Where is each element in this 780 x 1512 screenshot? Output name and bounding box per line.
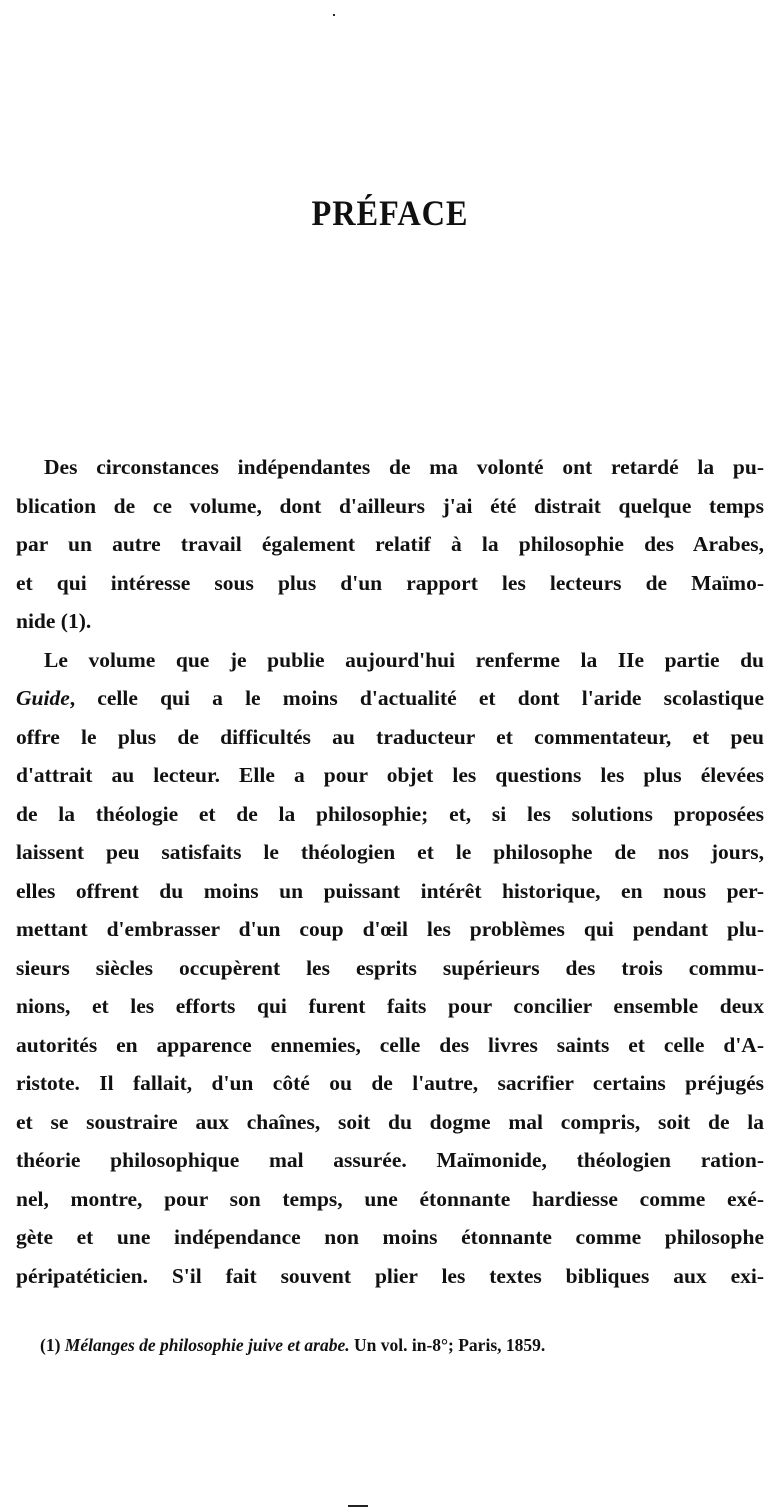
text-line: de la théologie et de la philosophie; et, si les solutions proposées <box>16 801 764 826</box>
text-line: mettant d'embrasser d'un coup d'œil les problèmes qui pendant plu- <box>16 917 764 941</box>
text-line: gète et une indépendance non moins étonnante comme philosophe <box>16 1225 764 1249</box>
text-line <box>16 679 764 718</box>
footnote-details: Un vol. in-8°; Paris, 1859. <box>354 1335 546 1355</box>
text-line: et se soustraire aux chaînes, soit du dogme mal compris, soit de la <box>16 1109 764 1134</box>
body-text <box>16 448 764 1295</box>
text-line: laissent peu satisfaits le théologien et le philosophe de nos jours, <box>16 840 764 864</box>
text-line: autorités en apparence ennemies, celle des livres saints et celle d'A- <box>16 1032 764 1057</box>
text-line: nions, et les efforts qui furent faits pour concilier ensemble deux <box>16 994 764 1018</box>
text-line: sieurs siècles occupèrent les esprits supérieurs des trois commu- <box>16 955 764 980</box>
page-title: PRÉFACE <box>311 193 469 233</box>
print-speck <box>333 14 335 16</box>
guide-title-italic: Guide <box>16 686 70 710</box>
text-line: péripatéticien. S'il fait souvent plier les textes bibliques aux exi- <box>16 1263 764 1288</box>
text-line: ristote. Il fallait, d'un côté ou de l'autre, sacrifier certains préjugés <box>16 1071 764 1095</box>
text-line: nide (1). <box>16 609 92 633</box>
text-line: Le volume que je publie aujourd'hui renferme la IIe partie du <box>44 647 764 672</box>
text-line: elles offrent du moins un puissant intérêt historique, en nous per- <box>16 878 764 903</box>
text-line: nel, montre, pour son temps, une étonnante hardiesse comme exé- <box>16 1186 764 1211</box>
text-line-rest: , celle qui a le moins d'actualité et dont l'aride scolastique <box>69 686 764 710</box>
text-line: blication de ce volume, dont d'ailleurs j'ai été distrait quelque temps <box>16 493 764 518</box>
text-line: par un autre travail également relatif à la philosophie des Arabes, <box>16 532 764 556</box>
text-line: d'attrait au lecteur. Elle a pour objet les questions les plus élevées <box>16 763 764 787</box>
text-line: offre le plus de difficultés au traducteur et commentateur, et peu <box>16 724 764 749</box>
footnote-title: Mélanges de philosophie juive et arabe. <box>64 1335 350 1355</box>
text-line: théorie philosophique mal assurée. Maïmonide, théologien ration- <box>16 1148 764 1172</box>
footnote <box>40 1335 720 1356</box>
text-line: Des circonstances indépendantes de ma volonté ont retardé la pu- <box>44 455 764 479</box>
print-dash <box>348 1505 368 1507</box>
footnote-marker: (1) <box>40 1335 61 1355</box>
text-line: et qui intéresse sous plus d'un rapport les lecteurs de Maïmo- <box>16 570 764 595</box>
